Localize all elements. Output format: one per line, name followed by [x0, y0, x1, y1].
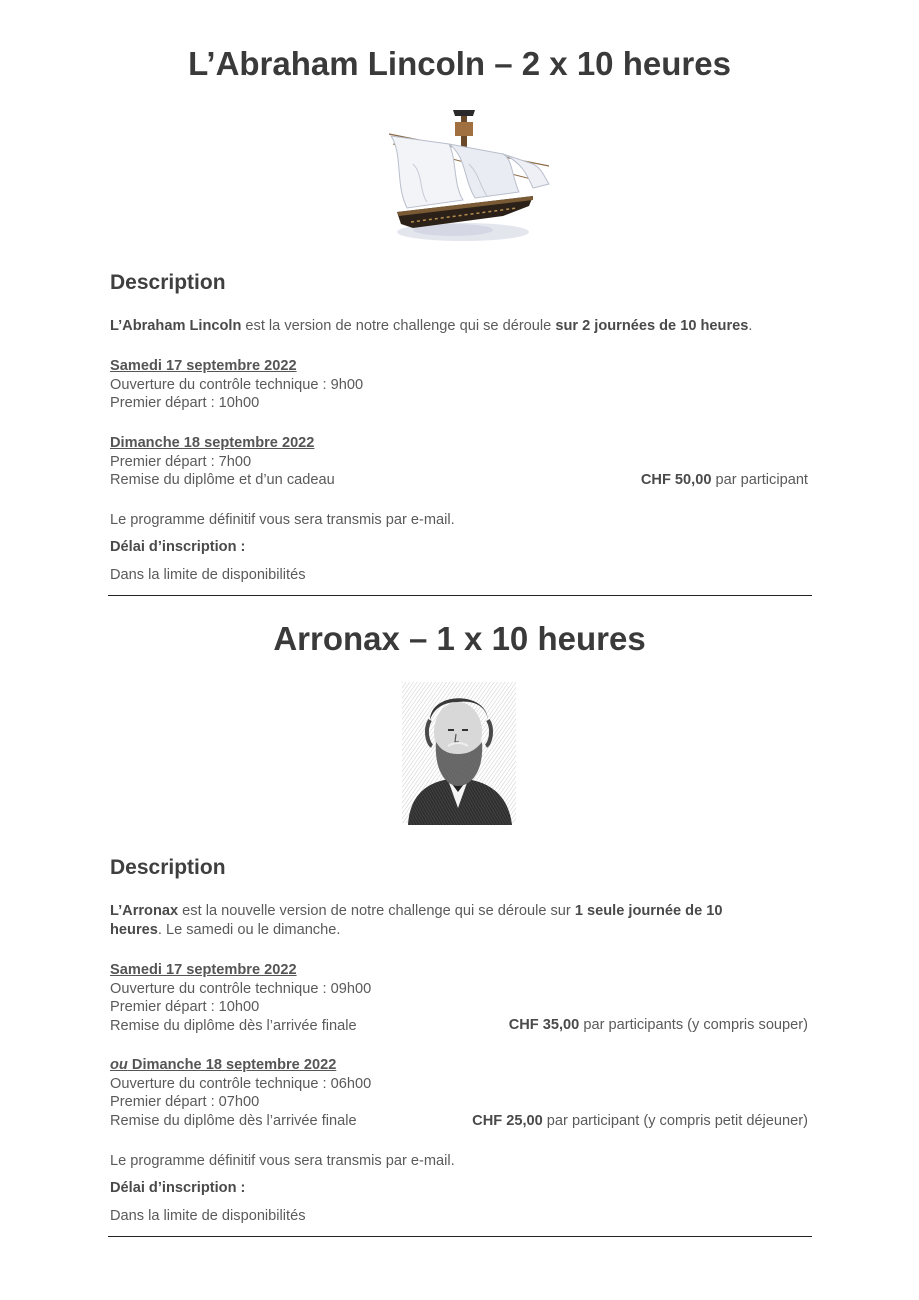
section2-price1 [509, 1016, 808, 1035]
ship-illustration [383, 104, 553, 244]
section1-intro-text1: est la version de notre challenge qui se déroule [241, 318, 556, 334]
section2-day1 [110, 961, 371, 1035]
section1-day1-line2: Premier départ : 10h00 [110, 395, 260, 411]
section1-description-heading: Description [110, 271, 226, 294]
section2-price2 [472, 1112, 808, 1131]
section2-deadline-label: Délai d’inscription : [110, 1180, 246, 1196]
section2-intro-bold: 1 seule journée de 10 heures [110, 903, 723, 938]
section2-intro-text3: . Le samedi ou le dimanche. [157, 921, 341, 938]
section2-day2-prefix: ou [110, 1057, 128, 1073]
section2-day2-line1: Ouverture du contrôle technique : 06h00 [110, 1075, 372, 1092]
section2-price1-amount: CHF 35,00 [508, 1017, 580, 1033]
section2-deadline-value: Dans la limite de disponibilités [110, 1208, 306, 1224]
section2-intro-name: L’Arronax [110, 903, 179, 919]
section2-day2-line3: Remise du diplôme dès l’arrivée finale [110, 1112, 357, 1129]
section2-day2-heading-text: Dimanche 18 septembre 2022 [127, 1057, 337, 1073]
section2-price2-amount: CHF 25,00 [472, 1113, 543, 1129]
section1-day1 [110, 357, 363, 413]
section1-program-note: Le programme définitif vous sera transmis par e-mail. [110, 512, 455, 528]
section1-day2 [110, 434, 335, 490]
section1-deadline-value: Dans la limite de disponibilités [110, 567, 306, 583]
section1-deadline-label: Délai d’inscription : [110, 539, 246, 555]
section1-price [641, 471, 808, 490]
section1-price-amount: CHF 50,00 [640, 472, 712, 488]
section2-day1-heading: Samedi 17 septembre 2022 [110, 962, 297, 978]
bearded-man-portrait [400, 680, 518, 825]
section2-price2-suffix: par participant (y compris petit déjeuner) [542, 1113, 808, 1129]
section1-day1-line1: Ouverture du contrôle technique : 9h00 [110, 376, 364, 393]
section2-description-heading: Description [110, 856, 226, 879]
section1-price-suffix: par participant [711, 472, 808, 488]
section2-day2-heading [110, 1056, 371, 1075]
section2-day1-line2: Premier départ : 10h00 [110, 999, 260, 1015]
section2-day1-line3: Remise du diplôme dès l’arrivée finale [110, 1017, 357, 1034]
section1-intro-bold: sur 2 journées de 10 heures [555, 318, 749, 334]
section2-intro [110, 902, 770, 939]
section1-intro [110, 317, 752, 336]
section2-title: Arronax – 1 x 10 heures [273, 620, 646, 657]
section-divider-bottom [108, 1236, 812, 1237]
section2-day1-line1: Ouverture du contrôle technique : 09h00 [110, 980, 372, 997]
section2-intro-text1: est la nouvelle version de notre challenge qui se déroule sur [178, 903, 575, 919]
section2-day2 [110, 1056, 371, 1130]
section1-intro-text3: . [748, 318, 753, 334]
section1-day1-heading: Samedi 17 septembre 2022 [110, 358, 297, 374]
section1-title: L’Abraham Lincoln – 2 x 10 heures [188, 45, 731, 82]
section2-day2-line2: Premier départ : 07h00 [110, 1094, 260, 1110]
section-divider [108, 595, 812, 596]
section2-price1-suffix: par participants (y compris souper) [579, 1017, 808, 1033]
section1-day2-heading: Dimanche 18 septembre 2022 [110, 435, 315, 451]
section1-day2-line2: Remise du diplôme et d’un cadeau [110, 472, 335, 488]
section2-program-note: Le programme définitif vous sera transmis par e-mail. [110, 1153, 455, 1169]
section1-day2-line1: Premier départ : 7h00 [110, 453, 252, 470]
section1-intro-name: L’Abraham Lincoln [110, 318, 242, 334]
